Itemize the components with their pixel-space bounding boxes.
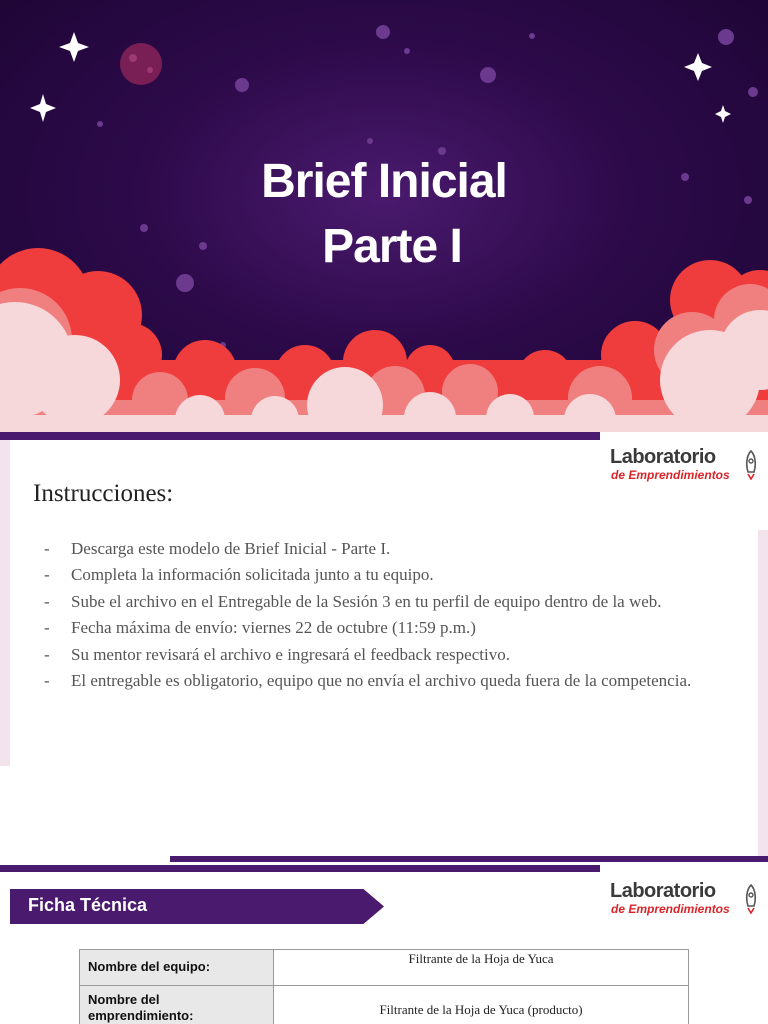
- top-divider-bar: [0, 865, 600, 872]
- list-item: - Su mentor revisará el archivo e ingresará el feedback respectivo.: [44, 644, 510, 664]
- right-accent-strip: [758, 530, 768, 860]
- cover-title: Brief Inicial: [261, 155, 507, 208]
- list-item: - Completa la información solicitada junto a tu equipo.: [44, 565, 434, 585]
- rocket-icon: [742, 884, 760, 914]
- left-accent-strip: [0, 440, 10, 766]
- rocket-icon: [742, 450, 760, 480]
- list-item: - Descarga este modelo de Brief Inicial - Parte I.: [44, 539, 391, 558]
- logo-tagline: de Emprendimientos: [611, 468, 730, 482]
- table-row: [80, 986, 689, 1024]
- instructions-heading: Instrucciones:: [33, 480, 174, 507]
- field-label: Nombre del equipo:: [80, 950, 274, 986]
- logo-wordmark: Laboratorio: [610, 446, 716, 468]
- cover-slide: [0, 0, 768, 432]
- cover-background: [0, 0, 768, 432]
- laboratorio-logo: [610, 446, 760, 486]
- instructions-list: [44, 536, 704, 694]
- table-row: [80, 950, 689, 986]
- field-value[interactable]: Filtrante de la Hoja de Yuca: [274, 950, 689, 986]
- instructions-slide: [0, 432, 768, 862]
- cover-subtitle: Parte I: [322, 220, 462, 273]
- ficha-table: [79, 949, 689, 1024]
- list-item: - Fecha máxima de envío: viernes 22 de octubre (11:59 p.m.): [44, 618, 476, 638]
- ficha-title: Ficha Técnica: [28, 895, 148, 915]
- laboratorio-logo: [610, 880, 760, 920]
- ficha-slide: [0, 862, 768, 1024]
- planet-decoration: [120, 43, 162, 85]
- top-divider-bar: [0, 432, 600, 440]
- list-item: - Sube el archivo en el Entregable de la Sesión 3 en tu perfil de equipo dentro de la web.: [44, 591, 662, 611]
- field-label: Nombre del emprendimiento:: [80, 986, 274, 1024]
- logo-tagline: de Emprendimientos: [611, 902, 730, 916]
- logo-wordmark: Laboratorio: [610, 880, 716, 902]
- field-value[interactable]: Filtrante de la Hoja de Yuca (producto): [274, 986, 689, 1024]
- list-item: - El entregable es obligatorio, equipo que no envía el archivo queda fuera de la competencia.: [44, 671, 692, 691]
